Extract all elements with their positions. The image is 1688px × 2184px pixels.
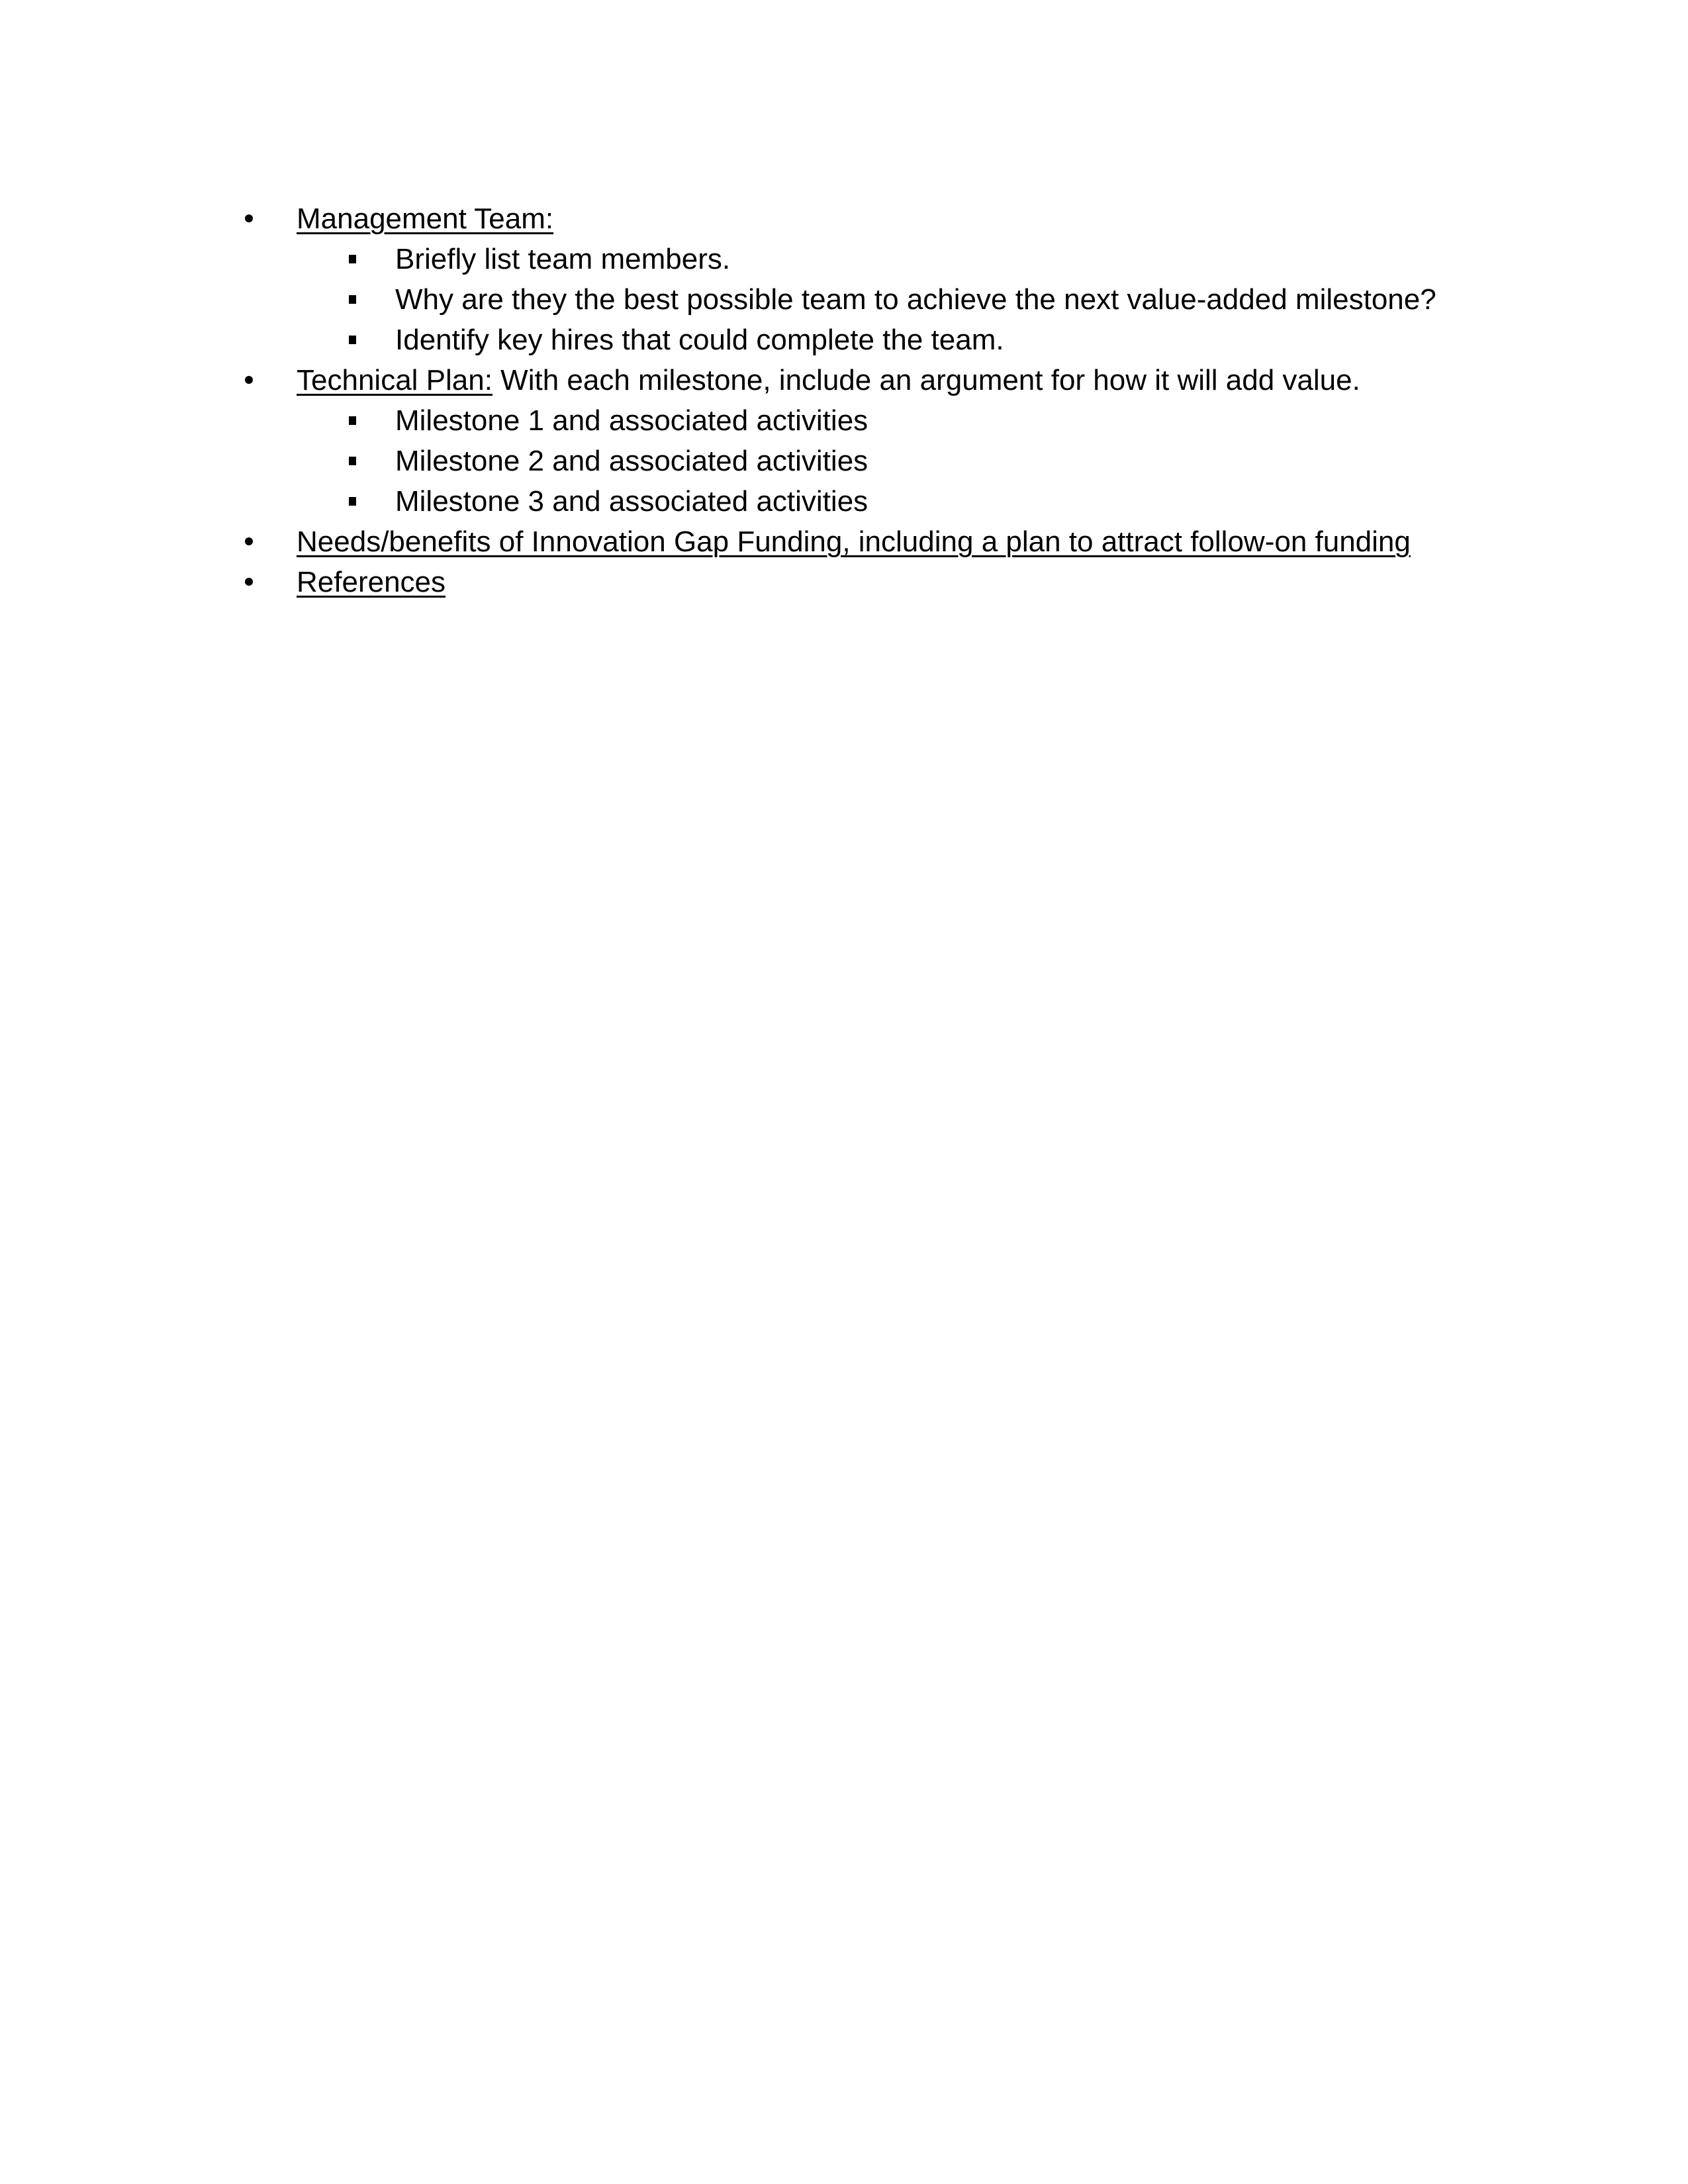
square-bullet-icon (349, 416, 356, 425)
square-bullet-icon (349, 457, 356, 465)
technical-plan-heading: Technical Plan: (297, 364, 492, 396)
list-item-management-team (245, 199, 1503, 360)
bullet-icon (245, 562, 271, 602)
outline-list (245, 199, 1503, 602)
technical-plan-text: With each milestone, include an argument for how it will add value. (492, 364, 1360, 396)
list-item (245, 239, 1503, 279)
bullet-icon (245, 522, 271, 562)
square-bullet-icon (349, 336, 356, 344)
management-team-heading: Management Team: (297, 203, 554, 235)
management-team-sublist (297, 239, 1503, 360)
needs-benefits-heading: Needs/benefits of Innovation Gap Funding, including a plan to attract follow-on funding (297, 525, 1411, 558)
subitem-text: Milestone 1 and associated activities (395, 404, 868, 437)
references-heading: References (297, 566, 446, 598)
bullet-icon (245, 199, 271, 239)
subitem-text: Why are they the best possible team to achieve the next value-added milestone? (395, 283, 1436, 316)
subitem-text: Milestone 3 and associated activities (395, 485, 868, 518)
square-bullet-icon (349, 497, 356, 506)
list-item-technical-plan (245, 360, 1503, 522)
list-item (245, 400, 1503, 441)
list-item (245, 481, 1503, 522)
list-item (245, 320, 1503, 360)
list-item-references (245, 562, 1503, 602)
subitem-text: Milestone 2 and associated activities (395, 445, 868, 477)
bullet-icon (245, 360, 271, 400)
square-bullet-icon (349, 255, 356, 263)
technical-plan-sublist (297, 400, 1503, 522)
list-item (245, 279, 1503, 320)
subitem-text: Identify key hires that could complete the team. (395, 324, 1004, 356)
list-item (245, 441, 1503, 481)
list-item-needs-benefits (245, 522, 1503, 562)
square-bullet-icon (349, 295, 356, 304)
subitem-text: Briefly list team members. (395, 243, 731, 275)
